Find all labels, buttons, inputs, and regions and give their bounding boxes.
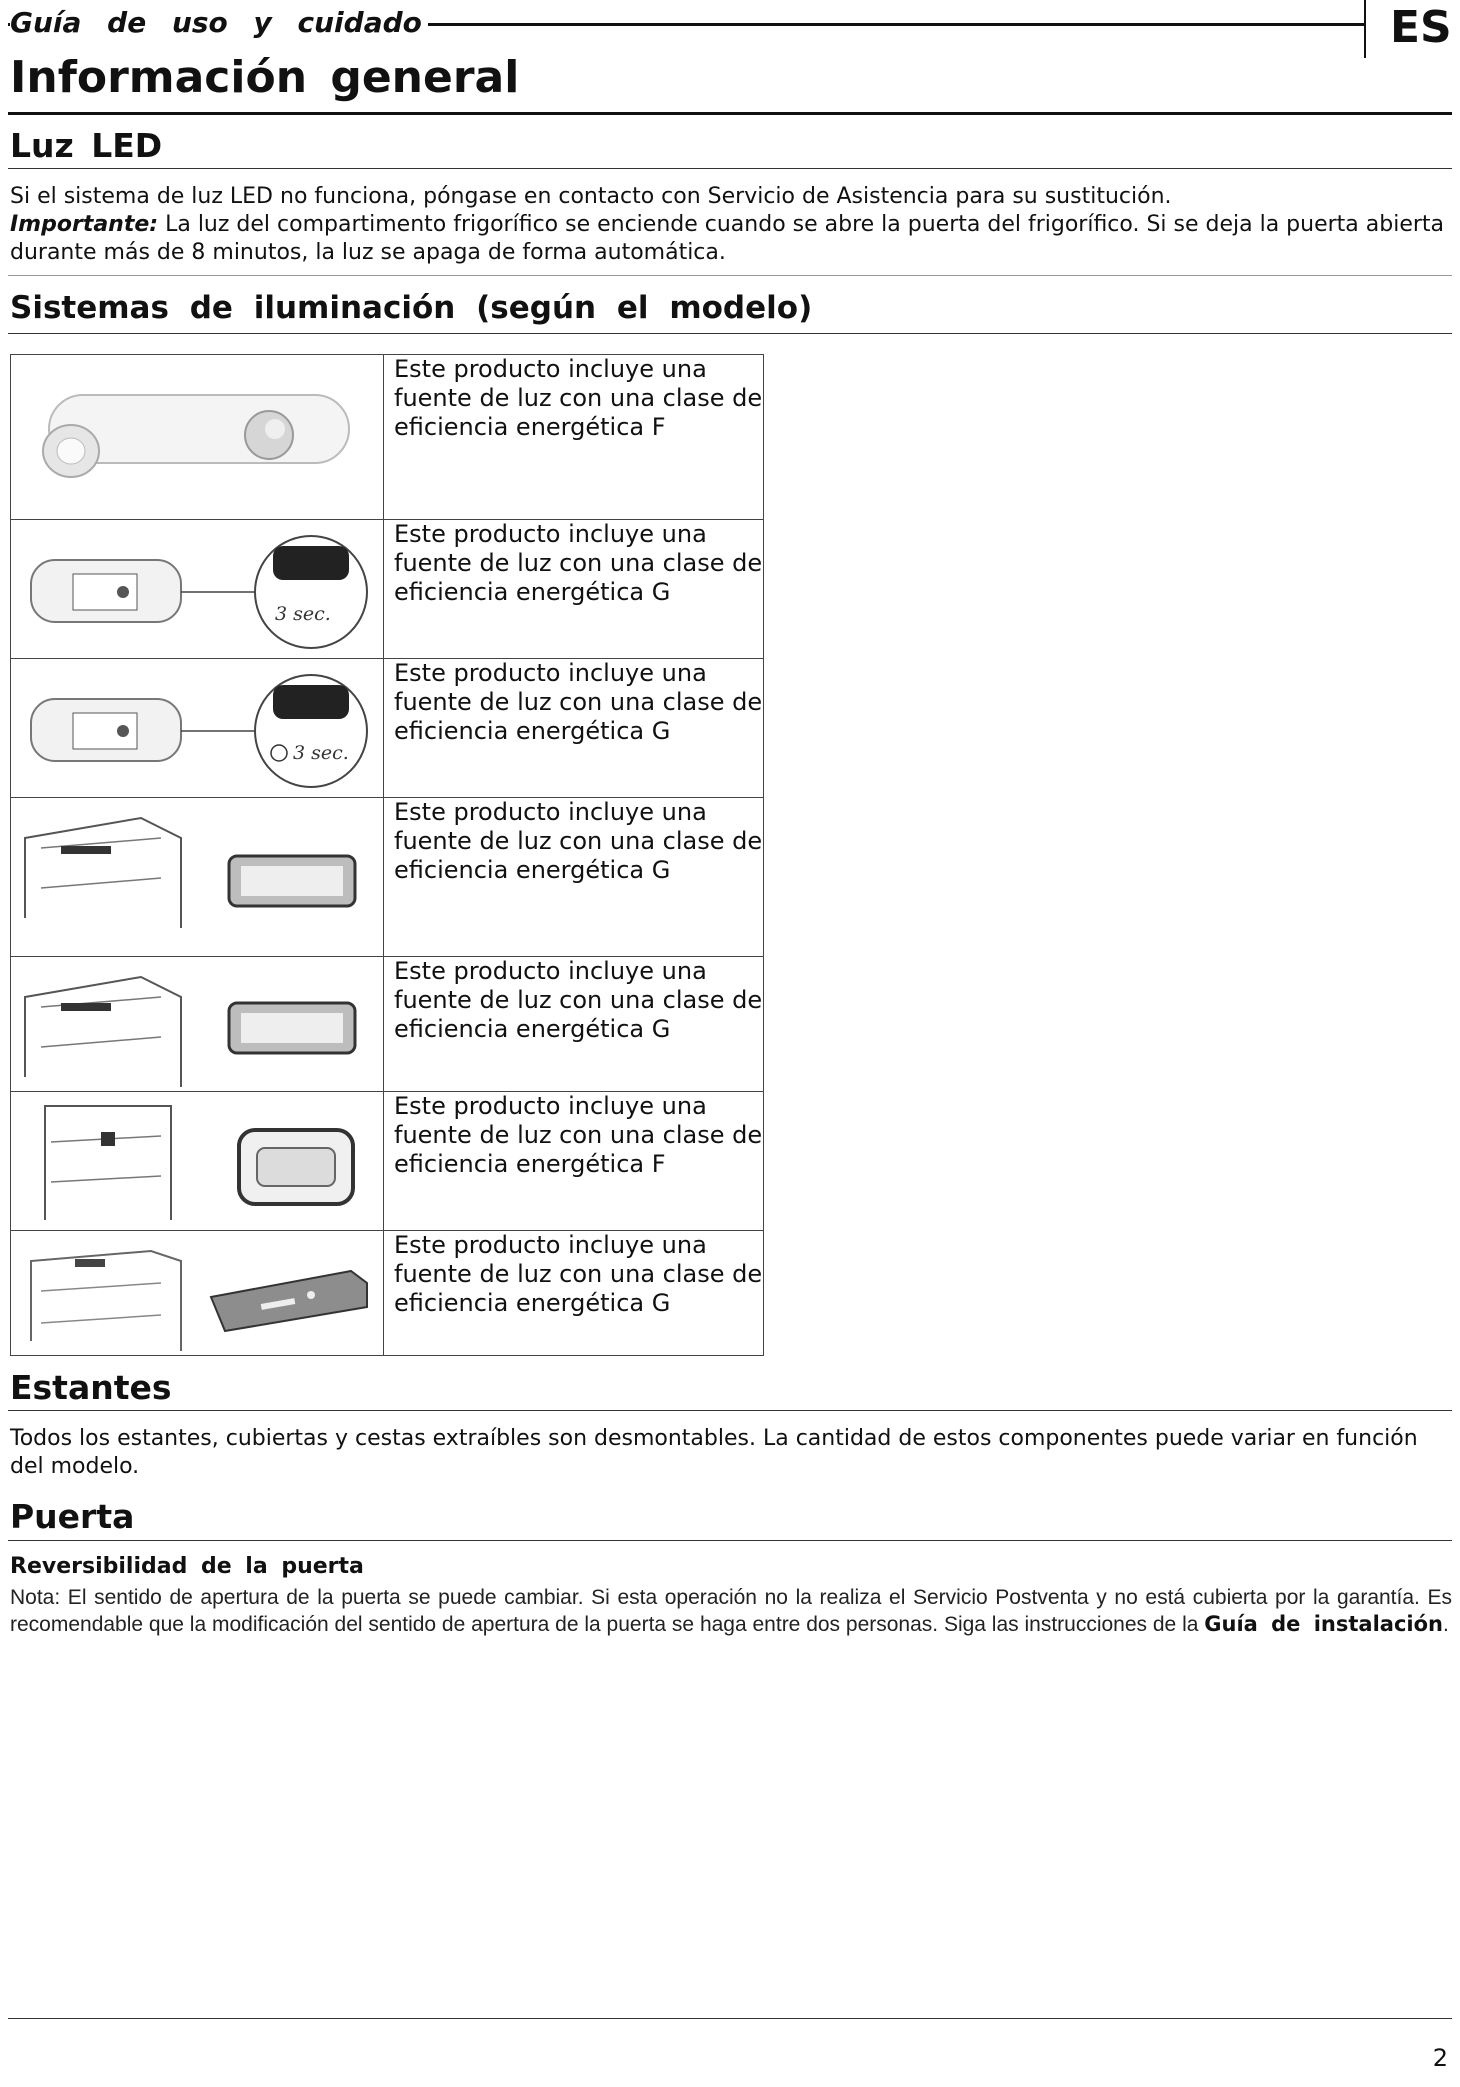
thermo-label: 3 sec. bbox=[275, 603, 331, 625]
door-subtitle: Reversibilidad de la puerta bbox=[10, 1554, 364, 1579]
led-bulb-icon bbox=[11, 355, 383, 519]
guide-title: Guía de uso y cuidado bbox=[10, 6, 428, 39]
lighting-section-title: Sistemas de iluminación (según el modelo) bbox=[10, 290, 813, 326]
lighting-text: Este producto incluye una fuente de luz con una clase de eficiencia energética F bbox=[384, 355, 764, 520]
page-number: 2 bbox=[1432, 2044, 1448, 2072]
power-label: 3 sec. bbox=[293, 742, 349, 764]
important-text: La luz del compartimento frigorífico se enciende cuando se abre la puerta del frigorífico. Si se deja la puerta abierta durante más de 8 minutos, la luz se apaga de forma automática. bbox=[10, 212, 1445, 265]
installation-guide-link[interactable]: Guía de instalación bbox=[1204, 1612, 1443, 1636]
led-section-rule bbox=[8, 168, 1452, 169]
lighting-image-cell bbox=[11, 355, 384, 520]
door-section-rule bbox=[8, 1540, 1452, 1541]
lighting-image-cell bbox=[11, 520, 384, 659]
lighting-image-cell bbox=[11, 1092, 384, 1231]
language-badge: ES bbox=[1390, 2, 1452, 53]
lighting-row bbox=[11, 355, 764, 520]
fridge-led-panel-icon bbox=[11, 798, 383, 956]
lighting-image-cell bbox=[11, 1231, 384, 1356]
led-module-thermo-icon bbox=[11, 520, 383, 658]
led-section-title: Luz LED bbox=[10, 126, 163, 165]
lighting-section-rule bbox=[8, 333, 1452, 334]
title-rule bbox=[8, 112, 1452, 115]
door-section-title: Puerta bbox=[10, 1497, 135, 1536]
fridge-led-lamp-icon bbox=[11, 1092, 383, 1230]
led-module-power-icon bbox=[11, 659, 383, 797]
door-note-end: . bbox=[1442, 1613, 1449, 1636]
lighting-text: Este producto incluye una fuente de luz con una clase de eficiencia energética G bbox=[384, 520, 764, 659]
lighting-text: Este producto incluye una fuente de luz con una clase de eficiencia energética G bbox=[384, 957, 764, 1092]
lighting-row bbox=[11, 957, 764, 1092]
door-note bbox=[10, 1584, 1452, 1638]
fridge-led-panel-icon bbox=[11, 957, 383, 1091]
shelves-section-rule bbox=[8, 1410, 1452, 1411]
fridge-led-bar-icon bbox=[11, 1231, 383, 1355]
lighting-row bbox=[11, 520, 764, 659]
lighting-row bbox=[11, 1092, 764, 1231]
lighting-table bbox=[10, 354, 764, 1356]
lighting-text: Este producto incluye una fuente de luz con una clase de eficiencia energética G bbox=[384, 659, 764, 798]
led-end-rule bbox=[8, 275, 1452, 276]
shelves-text: Todos los estantes, cubiertas y cestas extraíbles son desmontables. La cantidad de estos componentes puede variar en función del modelo. bbox=[10, 1426, 1418, 1479]
important-label: Importante: bbox=[10, 212, 159, 237]
lighting-row bbox=[11, 798, 764, 957]
lighting-text: Este producto incluye una fuente de luz con una clase de eficiencia energética G bbox=[384, 1231, 764, 1356]
led-section-text bbox=[10, 183, 1450, 267]
lighting-image-cell bbox=[11, 659, 384, 798]
lighting-text: Este producto incluye una fuente de luz con una clase de eficiencia energética F bbox=[384, 1092, 764, 1231]
page-title: Información general bbox=[10, 52, 520, 103]
lighting-image-cell bbox=[11, 957, 384, 1092]
lighting-row bbox=[11, 659, 764, 798]
shelves-section-title: Estantes bbox=[10, 1368, 172, 1407]
door-note-text: Nota: El sentido de apertura de la puerta se puede cambiar. Si esta operación no la realiza el Servicio Postventa y no está cubierta por la garantía. Es recomendable que la modificación del sentido de apertura de la puerta se haga entre dos personas. Siga las instrucciones de la bbox=[10, 1586, 1452, 1636]
header-divider bbox=[1364, 0, 1366, 58]
led-line-1: Si el sistema de luz LED no funciona, póngase en contacto con Servicio de Asistencia para su sustitución. bbox=[10, 184, 1172, 209]
lighting-text: Este producto incluye una fuente de luz con una clase de eficiencia energética G bbox=[384, 798, 764, 957]
lighting-image-cell bbox=[11, 798, 384, 957]
footer-rule bbox=[8, 2018, 1452, 2019]
lighting-row bbox=[11, 1231, 764, 1356]
